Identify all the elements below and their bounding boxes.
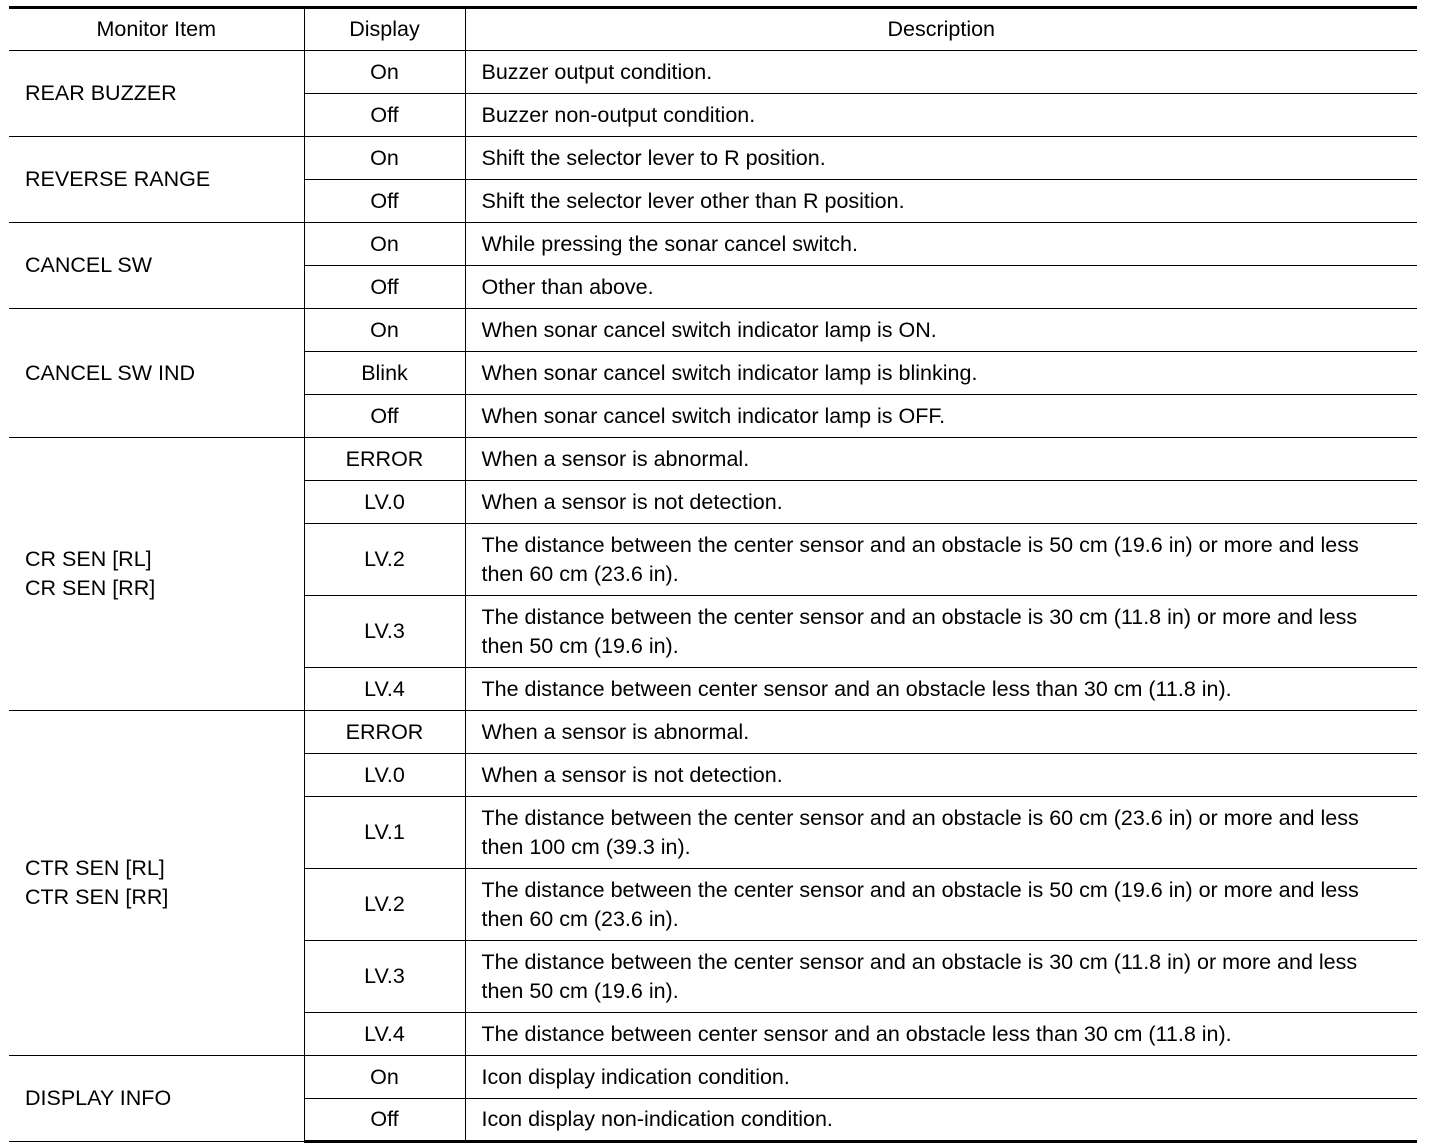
description-cell: Icon display non-indication condition.: [465, 1099, 1417, 1142]
monitor-item-cell: [9, 309, 304, 438]
monitor-item-cell: [9, 711, 304, 1056]
display-value-cell: LV.1: [304, 797, 465, 869]
display-value-cell: LV.2: [304, 524, 465, 596]
description-cell: When a sensor is abnormal.: [465, 438, 1417, 481]
monitor-item-label: CR SEN [RR]: [25, 576, 156, 600]
header-row: [9, 8, 1417, 51]
header-monitor-item: Monitor Item: [9, 8, 304, 51]
description-cell: The distance between the center sensor and an obstacle is 30 cm (11.8 in) or more and less then 50 cm (19.6 in).: [465, 941, 1417, 1013]
description-cell: When sonar cancel switch indicator lamp is OFF.: [465, 395, 1417, 438]
display-value-cell: Off: [304, 94, 465, 137]
display-value-cell: Off: [304, 180, 465, 223]
description-cell: The distance between center sensor and an obstacle less than 30 cm (11.8 in).: [465, 1013, 1417, 1056]
table-row: [9, 711, 1417, 754]
table-row: [9, 137, 1417, 180]
display-value-cell: Off: [304, 1099, 465, 1142]
display-value-cell: LV.2: [304, 869, 465, 941]
description-cell: The distance between the center sensor and an obstacle is 50 cm (19.6 in) or more and less then 60 cm (23.6 in).: [465, 869, 1417, 941]
description-cell: Icon display indication condition.: [465, 1056, 1417, 1099]
display-value-cell: LV.0: [304, 754, 465, 797]
display-value-cell: LV.4: [304, 1013, 465, 1056]
monitor-item-cell: [9, 438, 304, 711]
table-row: [9, 309, 1417, 352]
display-value-cell: Off: [304, 266, 465, 309]
description-cell: The distance between center sensor and an obstacle less than 30 cm (11.8 in).: [465, 668, 1417, 711]
header-description: Description: [465, 8, 1417, 51]
description-cell: The distance between the center sensor and an obstacle is 60 cm (23.6 in) or more and less then 100 cm (39.3 in).: [465, 797, 1417, 869]
display-value-cell: ERROR: [304, 438, 465, 481]
description-cell: Other than above.: [465, 266, 1417, 309]
description-cell: When a sensor is not detection.: [465, 754, 1417, 797]
description-cell: Shift the selector lever to R position.: [465, 137, 1417, 180]
table-row: [9, 223, 1417, 266]
display-value-cell: ERROR: [304, 711, 465, 754]
description-cell: When a sensor is not detection.: [465, 481, 1417, 524]
description-cell: While pressing the sonar cancel switch.: [465, 223, 1417, 266]
monitor-item-label: CANCEL SW: [25, 253, 153, 277]
table-row: [9, 438, 1417, 481]
monitor-item-cell: [9, 51, 304, 137]
monitor-item-cell: [9, 137, 304, 223]
monitor-item-table: [9, 6, 1417, 1143]
monitor-item-label: REVERSE RANGE: [25, 167, 211, 191]
monitor-item-cell: [9, 223, 304, 309]
monitor-item-label: CANCEL SW IND: [25, 360, 196, 385]
description-cell: Buzzer non-output condition.: [465, 94, 1417, 137]
display-value-cell: LV.0: [304, 481, 465, 524]
description-cell: When sonar cancel switch indicator lamp is ON.: [465, 309, 1417, 352]
description-cell: The distance between the center sensor and an obstacle is 50 cm (19.6 in) or more and less then 60 cm (23.6 in).: [465, 524, 1417, 596]
table-body: [9, 51, 1417, 1142]
monitor-item-label: REAR BUZZER: [25, 81, 177, 105]
description-cell: When a sensor is abnormal.: [465, 711, 1417, 754]
display-value-cell: On: [304, 223, 465, 266]
table-row: [9, 51, 1417, 94]
display-value-cell: Blink: [304, 352, 465, 395]
monitor-item-label: DISPLAY INFO: [25, 1086, 172, 1110]
monitor-item-label: CR SEN [RL]: [25, 547, 152, 571]
display-value-cell: On: [304, 51, 465, 94]
monitor-item-label: CTR SEN [RL]: [25, 856, 165, 880]
display-value-cell: On: [304, 137, 465, 180]
description-cell: The distance between the center sensor and an obstacle is 30 cm (11.8 in) or more and less then 50 cm (19.6 in).: [465, 596, 1417, 668]
display-value-cell: On: [304, 1056, 465, 1099]
monitor-item-label: CTR SEN [RR]: [25, 885, 169, 909]
table-row: [9, 1056, 1417, 1099]
description-cell: When sonar cancel switch indicator lamp is blinking.: [465, 352, 1417, 395]
display-value-cell: LV.3: [304, 596, 465, 668]
display-value-cell: On: [304, 309, 465, 352]
display-value-cell: Off: [304, 395, 465, 438]
display-value-cell: LV.3: [304, 941, 465, 1013]
description-cell: Buzzer output condition.: [465, 51, 1417, 94]
monitor-item-cell: [9, 1056, 304, 1142]
display-value-cell: LV.4: [304, 668, 465, 711]
description-cell: Shift the selector lever other than R position.: [465, 180, 1417, 223]
header-display: Display: [304, 8, 465, 51]
